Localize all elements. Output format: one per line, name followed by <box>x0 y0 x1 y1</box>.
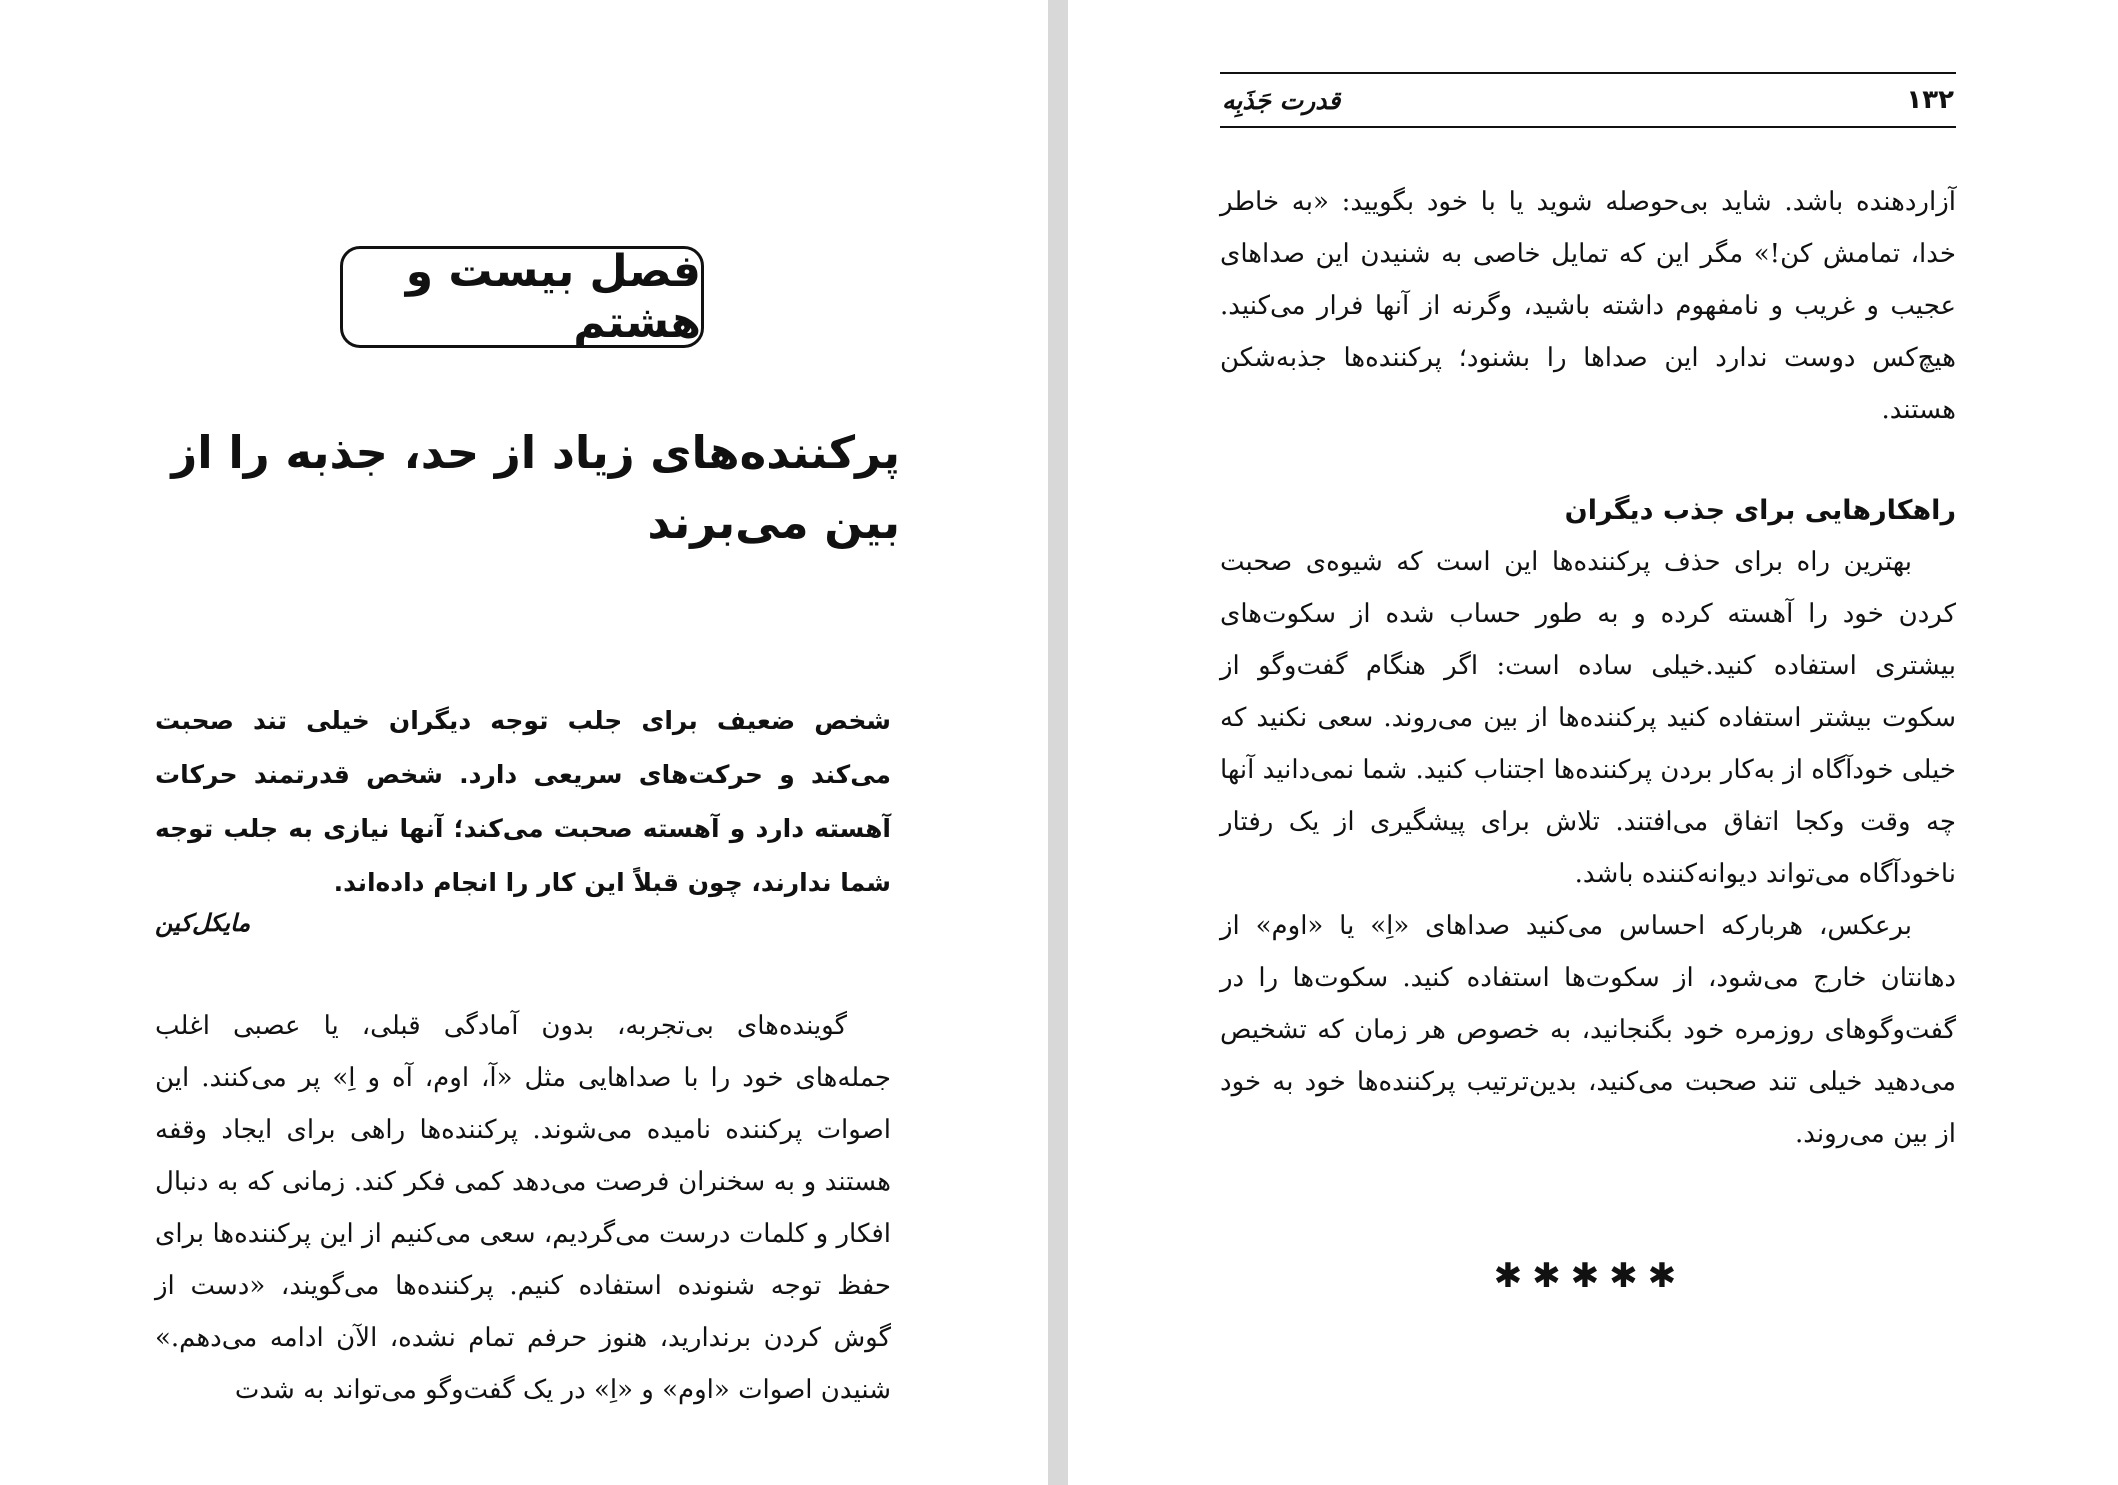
chapter-label: فصل بیست و هشتم <box>405 246 701 348</box>
page-gutter <box>1048 0 1068 1485</box>
left-body-text <box>155 1000 891 1416</box>
running-header <box>1220 72 1956 128</box>
section-heading: راهکارهایی برای جذب دیگران <box>1564 495 1956 526</box>
section-end-stars: ✱✱✱✱✱ <box>1493 1256 1687 1296</box>
body-paragraph: برعکس، هربارکه احساس می‌کنید صداهای «اِ» یا «اوم» از دهانتان خارج می‌شود، از سکوت‌ها استفاده کنید. سکوت‌ها را در گفت‌وگوهای روزمره خود بگنجانید، به خصوص هر زمان که تشخیص می‌دهید خیلی تند صحبت می‌کنید، بدین‌ترتیب پرکننده‌ها خود به خود از بین می‌روند. <box>1220 911 1956 1149</box>
body-paragraph: بهترین راه برای حذف پرکننده‌ها این است که شیوه‌ی صحبت کردن خود را آهسته کرده و به طور حساب شده از سکوت‌های بیشتری استفاده کنید.خیلی ساده است: اگر هنگام گفت‌وگو از سکوت بیشتر استفاده کنید پرکننده‌ها از بین می‌روند. سعی نکنید که خیلی خودآگاه از به‌کار بردن پرکننده‌ها اجتناب کنید. شما نمی‌دانید آنها چه وقت وکجا اتفاق می‌افتند. تلاش برای پیشگیری از یک رفتار ناخودآگاه می‌تواند دیوانه‌کننده باشد. <box>1220 547 1956 889</box>
right-top-text <box>1220 176 1956 436</box>
body-paragraph: گوینده‌های بی‌تجربه، بدون آمادگی قبلی، یا عصبی اغلب جمله‌های خود را با صداهایی مثل «آ، اوم، آه و اِ» پر می‌کنند. این اصوات پرکننده نامیده می‌شوند. پرکننده‌ها راهی برای ایجاد وقفه هستند و به سخنران فرصت می‌دهد کمی فکر کند. زمانی که به دنبال افکار و کلمات درست می‌گردیم، سعی می‌کنیم از این پرکننده‌ها برای حفظ توجه شنونده استفاده کنیم. پرکننده‌ها می‌گویند، «دست از گوش کردن برندارید، هنوز حرفم تمام نشده، الآن ادامه می‌دهم.» شنیدن اصوات «اوم» و «اِ» در یک گفت‌وگو می‌تواند به شدت <box>155 1011 891 1405</box>
chapter-label-box <box>340 246 704 348</box>
left-page <box>0 0 1048 1485</box>
right-section-text <box>1220 536 1956 1160</box>
page-number: ۱۳۲ <box>1906 85 1954 115</box>
running-book-title: قدرت جَذَبِه <box>1222 85 1341 115</box>
epigraph-author: مایکل‌کین <box>155 909 251 937</box>
chapter-title: پرکننده‌های زیاد از حد، جذبه را از بین می‌برند <box>171 426 900 549</box>
body-paragraph: آزاردهنده باشد. شاید بی‌حوصله شوید یا با خود بگویید: «به خاطر خدا، تمامش کن!» مگر این که تمایل خاصی به شنیدن این صداهای عجیب و غریب و نامفهوم داشته باشید، وگرنه از آنها فرار می‌کنید. هیچ‌کس دوست ندارد این صداها را بشنود؛ پرکننده‌ها جذبه‌شکن هستند. <box>1220 187 1956 425</box>
epigraph-quote: شخص ضعیف برای جلب توجه دیگران خیلی تند صحبت می‌کند و حرکت‌های سریعی دارد. شخص قدرتمند حرکات آهسته دارد و آهسته صحبت می‌کند؛ آنها نیازی به جلب توجه شما ندارند، چون قبلاً این کار را انجام داده‌اند. <box>155 706 891 897</box>
